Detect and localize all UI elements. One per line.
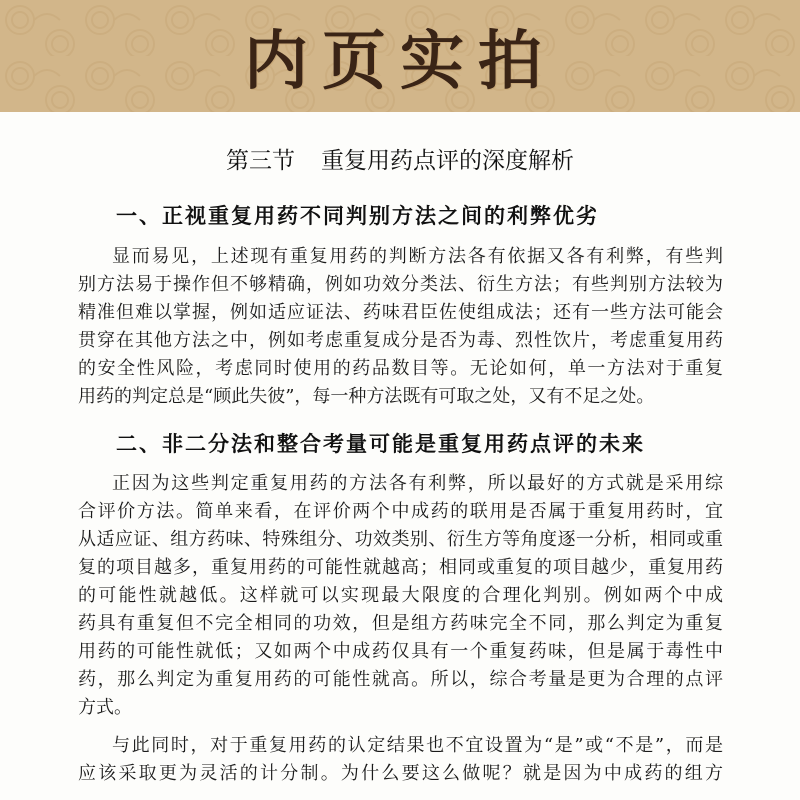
banner-title: 内页实拍 [244, 24, 556, 99]
section-title [0, 142, 800, 175]
paragraph-line: 贯穿在其他方法之中，例如考虑重复成分是否为毒、烈性饮片，考虑重复用药 [78, 330, 723, 351]
paragraph-line: 药，那么判定为重复用药的可能性就高。所以，综合考量是更为合理的点评 [78, 669, 723, 690]
paragraph-line: 的可能性就越低。这样就可以实现最大限度的合理化判别。例如两个中成 [78, 585, 723, 606]
page-content [0, 112, 800, 800]
paragraph-line: 正因为这些判定重复用药的方法各有利弊，所以最好的方式就是采用综 [112, 473, 723, 494]
paragraph-line: 合评价方法。简单来看，在评价两个中成药的联用是否属于重复用药时，宜 [78, 501, 723, 522]
paragraph-line: 显而易见，上述现有重复用药的判断方法各有依据又各有利弊，有些判 [112, 246, 723, 267]
paragraph-line: 用药的判定总是“顾此失彼”，每一种方法既有可取之处，又有不足之处。 [78, 386, 655, 407]
paragraph-line: 复的项目越多，重复用药的可能性就越高；相同或重复的项目越少，重复用药 [78, 557, 723, 578]
section-name: 重复用药点评的深度解析 [321, 148, 574, 174]
paragraph-line: 从适应证、组方药味、特殊组分、功效类别、衍生方等角度逐一分析，相同或重 [78, 529, 723, 550]
heading-1: 一、正视重复用药不同判别方法之间的利弊优劣 [116, 203, 599, 228]
banner [0, 0, 800, 112]
paragraph-line: 的安全性风险，考虑同时使用的药品数目等。无论如何，单一方法对于重复 [78, 358, 723, 379]
paragraph-line: 方式。 [78, 697, 132, 718]
paragraph-line: 应该采取更为灵活的计分制。为什么要这么做呢？就是因为中成药的组方 [78, 763, 723, 784]
section-number: 第三节 [226, 148, 295, 174]
heading-2: 二、非二分法和整合考量可能是重复用药点评的未来 [116, 431, 645, 456]
paragraph-line: 药具有重复但不完全相同的功效，但是组方药味完全不同，那么判定为重复 [78, 613, 723, 634]
paragraph-line: 用药的可能性就低；又如两个中成药仅具有一个重复药味，但是属于毒性中 [78, 641, 723, 662]
paragraph-line: 别方法易于操作但不够精确，例如功效分类法、衍生方法；有些判别方法较为 [78, 274, 723, 295]
paragraph-line: 与此同时，对于重复用药的认定结果也不宜设置为“是”或“不是”，而是 [112, 735, 723, 756]
paragraph-line: 精准但难以掌握，例如适应证法、药味君臣佐使组成法；还有一些方法可能会 [78, 302, 723, 323]
